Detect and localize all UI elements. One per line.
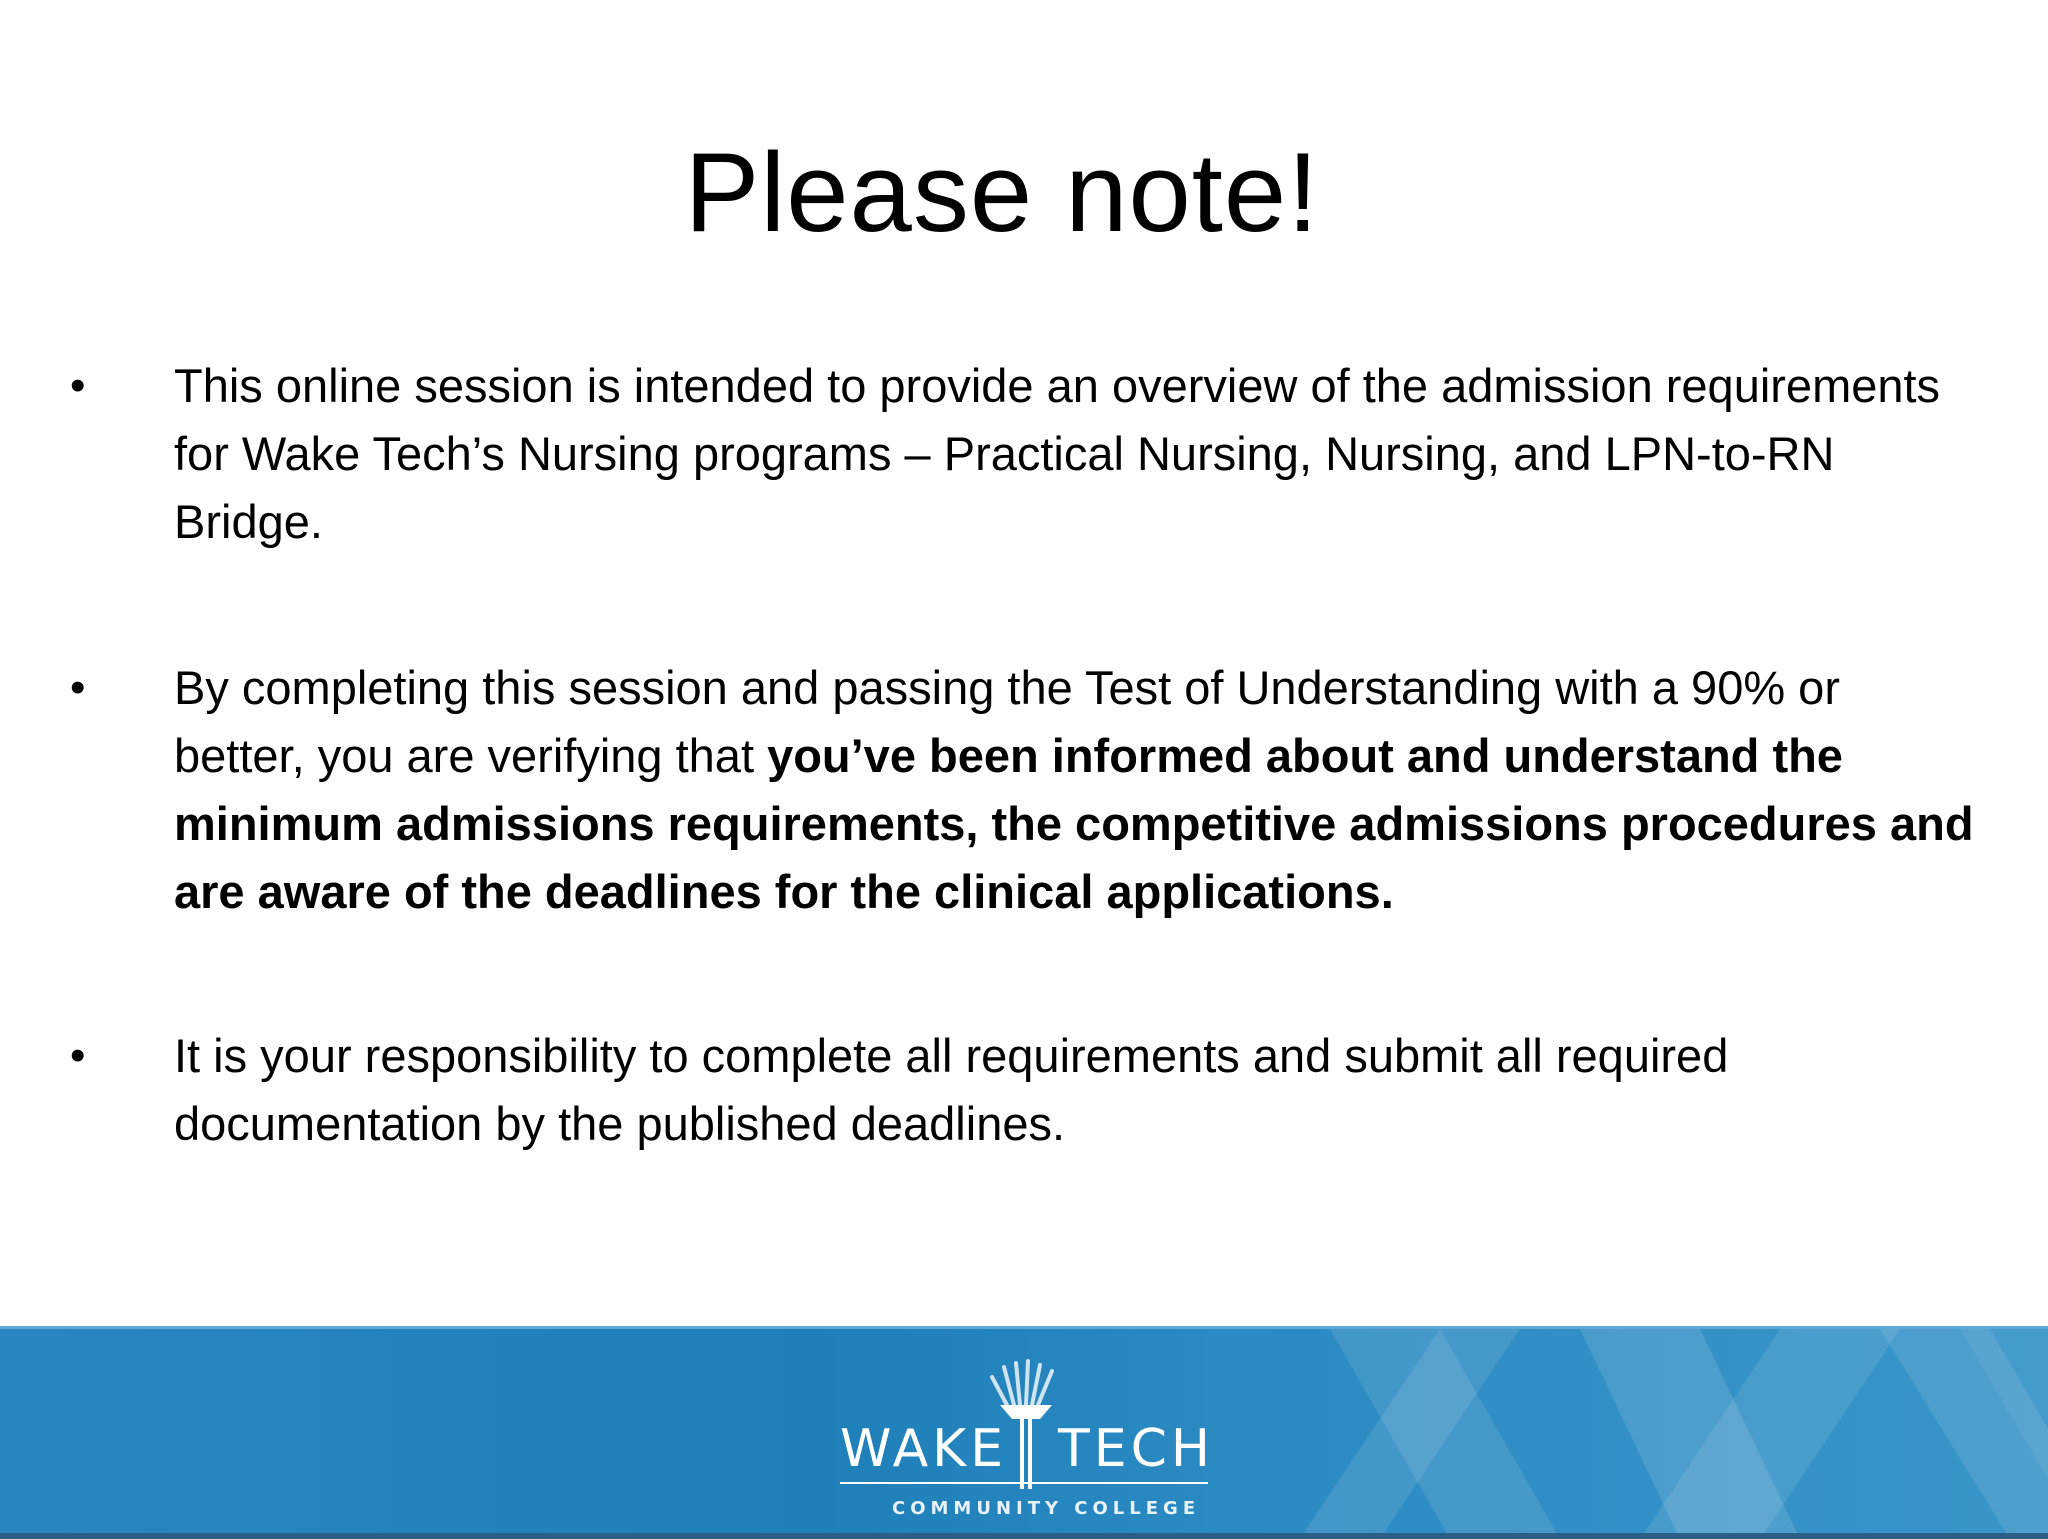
bottom-edge-line [0, 1533, 2048, 1539]
footer-band [0, 1326, 2048, 1539]
logo-wake-text: WAKE [840, 1419, 1008, 1479]
slide-title: Please note! [684, 130, 1320, 255]
bullet-text-emphasis: you’ve been informed about and understand the minimum admissions requirements, the competitive admissions procedures and are aware of the deadlines for the clinical applications. [174, 729, 1974, 918]
logo-tech-text: TECH [1058, 1419, 1215, 1479]
logo-subtitle: COMMUNITY COLLEGE [892, 1498, 1201, 1519]
bullet-dot: • [70, 361, 86, 410]
bullet-dot: • [70, 663, 86, 712]
bullet-dot: • [70, 1031, 86, 1080]
bullet-text: It is your responsibility to complete all requirements and submit all required documentation by the published deadlines. [174, 1029, 1729, 1150]
bullet-text: This online session is intended to provide an overview of the admission requirements for Wake Tech’s Nursing programs – Practical Nursing, Nursing, and LPN-to-RN Bridge. [174, 359, 1941, 548]
bullet-text-regular: By completing this session and passing the Test of Understanding with a 90% or better, you are verifying that [174, 661, 1840, 782]
wake-tech-logo [836, 1347, 1216, 1527]
bullet-text [174, 654, 1974, 926]
